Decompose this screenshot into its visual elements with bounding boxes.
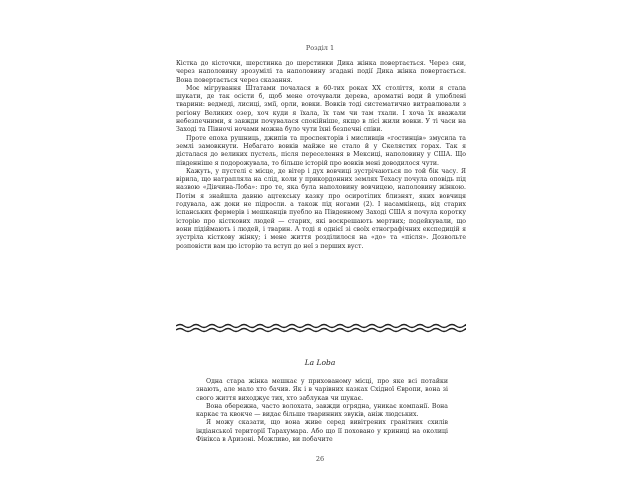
paragraph: Проте епоха рушниць, джипів та проспекторів і мисливців «гостинців» змусила та землі замовкнути. Небагато вовків майже не стало й у Скелястих горах. Так я дісталася до великих пустель, після переселення в Мексиці, наполовину у США. Що південніше я подорожувала, то більше історій про вовків мені доводилося чути.	[176, 134, 466, 167]
wave-line-bottom	[176, 329, 466, 332]
section-title: La Loba	[304, 358, 336, 367]
paragraph: Одна стара жінка мешкає у прихованому місці, про яке всі потайки знають, але мало хто бачив. Як і в чарівних казках Східної Європи, вона зі свого життя виходжує тих, хто заблукав чи шукає.	[196, 378, 448, 402]
wavy-divider	[176, 322, 466, 334]
running-header: Розділ 1	[305, 44, 335, 52]
page-number: 26	[315, 455, 325, 463]
paragraph: Кажуть, у пустелі є місце, де вітер і дух вовчиці зустрічаються по той бік часу. Я вірила, що натрапляла на слід, коли у прикордонних землях Техасу почула оповідь під назвою «Дівчина-Лоба»: про те, яка була наполовину вовчицею, наполовину жінкою. Потім я знайшла давню ацтекську казку про осиротілих близнят, яких вовчиця годувала, аж доки не підросли. а також під ногами (2). І насамкінець, від старих іспанських фермерів і мешканців пуебло на Південному Заході США я почула коротку історію про кісткових людей — старих, які воскрешають мертвих; подейкували, що вони підіймають і людей, і тварин. А тоді я однієї зі своїх етнографічних експедицій я зустріла кісткову жінку; і мене життя розділилося на «до» та «після». Дозвольте розповісти вам цю історію та вступ до неї з перших вуст.	[176, 167, 466, 250]
intro-text	[176, 60, 466, 251]
paragraph: Моє мігрування Штатами почалася в 60-тих роках ХХ століття, коли я стала шукати, де так осісти б, щоб мене оточували дерева, ароматні води й улюблені тварини: ведмеді, лисиці, змії, орли, вовки. Вовків тоді систематично витравлювали з регіону Великих озер, хоч куди я їхала, їх там чи там тхали. І хоча їх вважали небезпечними, я завжди почувалася спокійніше, якщо в лісі жили вовки. У ті часи на Заході та Півночі ночами можна було чути їхні безпечні співи.	[176, 84, 466, 134]
story-text	[196, 378, 448, 444]
paragraph: Вона обережна, часто волохата, завжди огрядна, уникає компанії. Вона каркає та квокче — видає більше тваринних звуків, аніж людських.	[196, 402, 448, 419]
paragraph: Кістка до кісточки, шерстинка до шерстинки Дика жінка повертається. Через сни, через наполовину зрозумілі та наполовину згадані події Дика жінка повертається. Вона повертається через сказання.	[176, 60, 466, 84]
paragraph: Я можу сказати, що вона живе серед вивітрених гранітних схилів індіанської території Тарахумара. Або що її поховано у криниці на околиці Фінікса в Аризоні. Можливо, ви побачите	[196, 419, 448, 444]
wave-line-top	[176, 325, 466, 328]
